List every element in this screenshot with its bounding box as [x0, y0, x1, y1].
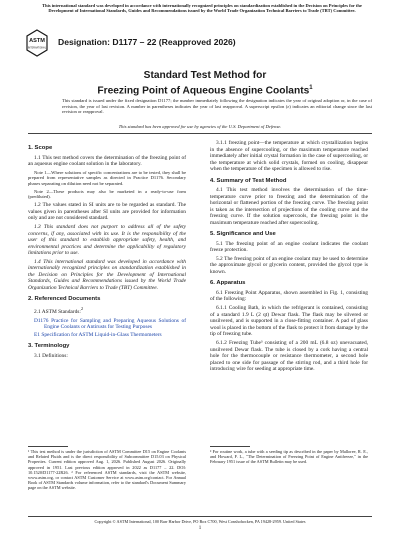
note-1: Note 1—Where solutions of specific concentrations are to be tested, they shall be prepared from representative samples as directed in Practice D1176. Secondary phases separating on dilution need not be separated. — [28, 169, 186, 186]
reference-code[interactable]: E1 — [34, 331, 40, 338]
svg-text:ASTM: ASTM — [29, 38, 45, 44]
title-line-2: Freezing Point of Aqueous Engine Coolants$^1$ — [97, 85, 313, 97]
section-3-heading: 3. Terminology — [28, 343, 70, 350]
footnotes-right: ³ For routine work, a tube with a seeding tip as described in the paper by Malloree, R. E., and Howard, F. L., "The Determination of Freezing Point of Engine Antifreeze," in the February 1951 issue of the ASTM Bulletin may be used. — [210, 449, 368, 465]
footnote-divider-left — [28, 446, 68, 447]
preface: This standard is issued under the fixed designation D1177; the number immediately following the designation indicates the year of original adoption or, in the case of revision, the year of last revision. A number in parentheses indicates the year of last reapproval. A superscript epsilon (ε) indicates an editorial change since the last revision or reapproval. — [62, 98, 372, 115]
section-2-heading: 2. Referenced Documents — [28, 296, 101, 303]
astm-logo-icon — [26, 29, 48, 57]
para-2-1: 2.1 ASTM Standards:$^2$ — [34, 305, 84, 315]
reference-title[interactable]: Practice for Sampling and Preparing Aqueous Solutions of Engine Coolants or Antirusts for Testing Purposes — [44, 317, 186, 331]
section-5-heading: 5. Significance and Use — [210, 231, 276, 237]
section-1-heading: 1. Scope — [28, 145, 53, 151]
title-line-1: Standard Test Method for — [143, 70, 267, 81]
tbt-notice: This international standard was developed in accordance with internationally recognized principles on standardization established in the Decision on Principles for the Development of International Standards, Guides and Recommendations issued by the World Trade Organization Technical Barriers to Trade (TBT) Committee. — [42, 3, 362, 14]
reference-e1[interactable] — [28, 332, 186, 339]
dod-approval: This standard has been approved for use by agencies of the U.S. Department of Defense. — [118, 124, 282, 129]
para-6-1-1: 6.1.1 Cooling Bath, in which the refrigerant is contained, consisting of a standard 1.9 L (2 qt) Dewar flask. The flask may be silvered or unsilvered, and is supported in a close-fitting container. A pad of glass wool is placed in the bottom of the flask to protect it from damage by the tip of freezing tube. — [210, 305, 368, 338]
para-1-1: 1.1 This test method covers the determination of the freezing point of an aqueous engine coolant solution in the laboratory. — [28, 154, 186, 167]
reference-code[interactable]: D1176 — [34, 317, 49, 324]
para-6-1-2: 6.1.2 Freezing Tube³ consisting of a 200 mL (6.8 oz) unevacuated, unsilvered Dewar flask. The tube is closed by a cork having a central hole for the thermocouple or resistance thermometer, a second hole placed to one side for passage of the stirring rod, and a third hole for introducing wire for seeding at appropriate time. — [210, 340, 368, 373]
section-6-heading: 6. Apparatus — [210, 280, 246, 287]
para-6-1: 6.1 Freezing Point Apparatus, shown assembled in Fig. 1, consisting of the following: — [210, 289, 368, 303]
reference-title[interactable]: Specification for ASTM Liquid-in-Glass Thermometers — [41, 331, 162, 338]
right-column — [210, 140, 368, 375]
para-1-4: 1.4 This international standard was developed in accordance with internationally recognized principles on standardization established in the Decision on Principles for the Development of International Standards, Guides and Recommendations issued by the World Trade Organization Technical Barriers to Trade (TBT) Committee. — [28, 258, 186, 291]
section-4-heading: 4. Summary of Test Method — [210, 177, 287, 184]
para-3-1-1: 3.1.1 freezing point—the temperature at which crystallization begins in the absence of supercooling, or the maximum temperature reached immediately after initial crystal formation in the case of supercooling, or the temperature at which solid crystals, formed on cooling, disappear when the temperature of the specimen is allowed to rise. — [210, 140, 368, 172]
para-5-1: 5.1 The freezing point of an engine coolant indicates the coolant freeze protection. — [210, 240, 368, 253]
left-column — [28, 140, 186, 362]
header-divider — [28, 133, 372, 134]
title-footnote-ref[interactable]: 1 — [309, 85, 313, 91]
reference-d1176[interactable] — [28, 318, 186, 331]
para-1-3: 1.3 This standard does not purport to address all of the safety concerns, if any, associated with its use. It is the responsibility of the user of this standard to establish appropriate safety, health, and environmental practices and determine the applicability of regulatory limitations prior to use. — [28, 224, 186, 257]
document-title — [40, 70, 370, 97]
designation: Designation: D1177 – 22 (Reapproved 2026) — [58, 37, 236, 47]
footnotes-left: ¹ This test method is under the jurisdiction of ASTM Committee D15 on Engine Coolants and Related Fluids and is the direct responsibility of Subcommittee D15.03 on Physical Properties. Current edition approved Aug. 1, 2026. Published August 2026. Originally approved in 1951. Last previous edition approved in 2022 as D1177 – 22. DOI: 10.1520/D1177-22R26. ² For referenced ASTM standards, visit the ASTM website, www.astm.org, or contact ASTM Customer Service at www.astm.org/contact. For Annual Book of ASTM Standards volume information, refer to the standard's Document Summary page on the ASTM website. — [28, 449, 186, 491]
para-1-2: 1.2 The values stated in SI units are to be regarded as standard. The values given in parentheses after SI units are provided for information only and are not considered standard. — [28, 202, 186, 222]
note-2: Note 2—These products may also be marketed in a ready-to-use form (prediluted). — [28, 188, 186, 200]
para-5-2: 5.2 The freezing point of an engine coolant may be used to determine the approximate glycol or glycerin content, provided the glycol type is known. — [210, 255, 368, 275]
para-4-1: 4.1 This test method involves the determination of the time-temperature curve prior to freezing and the determination of the horizontal or flattened portion of the freezing curve. The freezing point is taken as the intersection of projections of the cooling curve and the freezing curve. If the solution supercools, the freezing point is the maximum temperature reached after supercooling. — [210, 187, 368, 226]
para-3-1: 3.1 Definitions: — [34, 352, 68, 359]
footer-divider — [28, 516, 372, 517]
page-number: 1 — [198, 526, 202, 531]
copyright-footer: Copyright © ASTM International, 100 Barr Harbor Drive, PO Box C700, West Conshohocken, PA 19428-2959. United States — [94, 519, 306, 524]
footnote-divider-right — [210, 446, 250, 447]
svg-text:INTERNATIONAL: INTERNATIONAL — [27, 47, 47, 50]
